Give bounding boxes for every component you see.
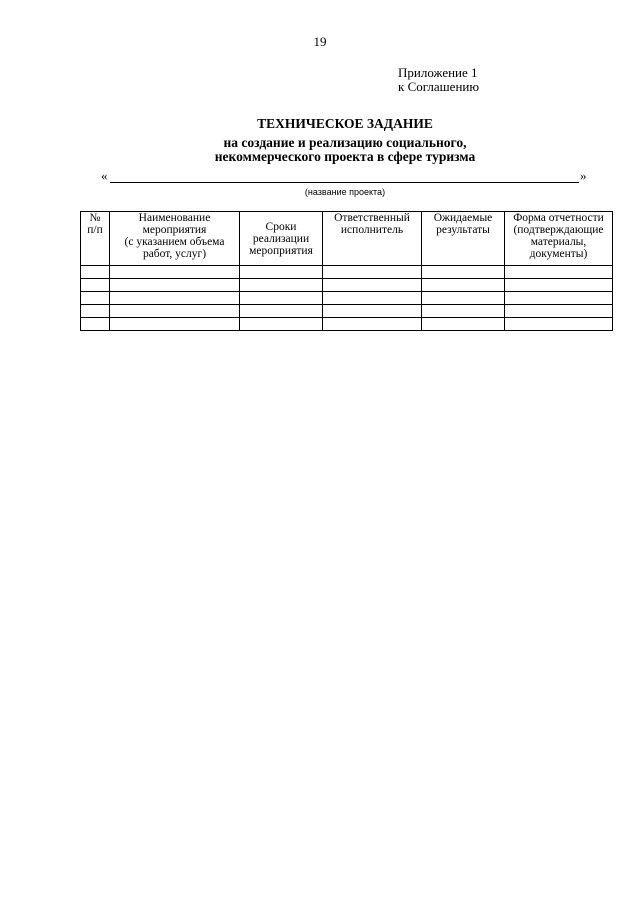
table-cell — [422, 266, 505, 279]
table-row — [81, 318, 613, 331]
table-cell — [505, 305, 613, 318]
header-line: результаты — [436, 224, 490, 236]
table-cell — [505, 292, 613, 305]
page-number: 19 — [313, 34, 327, 49]
table-row — [81, 279, 613, 292]
header-line: (подтверждающие — [513, 224, 604, 236]
table-cell — [81, 305, 110, 318]
table-cell — [240, 318, 323, 331]
header-line: Форма отчетности — [513, 212, 604, 224]
header-line: работ, услуг) — [142, 248, 207, 260]
header-line: п/п — [87, 224, 103, 236]
table-cell — [110, 305, 240, 318]
table-cell — [110, 279, 240, 292]
header-line: материалы, — [530, 236, 587, 248]
table-header-row — [81, 212, 613, 266]
project-name-caption: (название проекта) — [304, 187, 386, 197]
header-line: № — [89, 212, 101, 224]
appendix-line-2: к Соглашению — [398, 79, 480, 94]
header-line: мероприятия — [249, 244, 313, 257]
table-cell — [81, 318, 110, 331]
header-line: исполнитель — [340, 224, 404, 236]
col-header-activity-name — [110, 212, 240, 266]
table-cell — [110, 266, 240, 279]
document-subtitle — [0, 136, 640, 164]
subtitle-line-2: некоммерческого проекта в сфере туризма — [214, 149, 476, 164]
table-row — [81, 292, 613, 305]
appendix-label — [398, 66, 479, 94]
table-cell — [240, 279, 323, 292]
table-cell — [323, 318, 422, 331]
header-line: документы) — [529, 248, 588, 260]
table-cell — [81, 266, 110, 279]
table-cell — [505, 266, 613, 279]
table-cell — [505, 318, 613, 331]
table-cell — [110, 292, 240, 305]
table-body — [81, 266, 613, 331]
header-line: реализации — [252, 232, 310, 245]
project-name-open-quote: « — [101, 168, 108, 183]
table-cell — [110, 318, 240, 331]
header-line: Сроки — [265, 220, 297, 233]
table-cell — [240, 292, 323, 305]
table-cell — [240, 266, 323, 279]
col-header-deadlines — [240, 212, 323, 266]
table-cell — [81, 292, 110, 305]
document-title: ТЕХНИЧЕСКОЕ ЗАДАНИЕ — [257, 116, 433, 131]
appendix-line-1: Приложение 1 — [398, 65, 478, 80]
table-cell — [422, 292, 505, 305]
activities-table — [80, 211, 613, 331]
table-cell — [323, 292, 422, 305]
table-cell — [323, 279, 422, 292]
col-header-number — [81, 212, 110, 266]
header-line: Ответственный — [334, 212, 410, 224]
subtitle-line-1: на создание и реализацию социального, — [223, 135, 467, 150]
table-row — [81, 305, 613, 318]
table-cell — [422, 305, 505, 318]
header-line: Ожидаемые — [433, 212, 493, 224]
table-cell — [81, 279, 110, 292]
table-cell — [505, 279, 613, 292]
project-name-close-quote: » — [580, 168, 587, 183]
header-line: мероприятия — [142, 224, 207, 236]
project-name-field-line — [110, 182, 579, 183]
col-header-expected-results — [422, 212, 505, 266]
header-line: (с указанием объема — [124, 236, 225, 248]
table-cell — [323, 305, 422, 318]
table-cell — [323, 266, 422, 279]
header-line: Наименование — [138, 212, 211, 224]
table-cell — [422, 318, 505, 331]
table-cell — [240, 305, 323, 318]
table-cell — [422, 279, 505, 292]
col-header-responsible — [323, 212, 422, 266]
table-row — [81, 266, 613, 279]
col-header-reporting-form — [505, 212, 613, 266]
